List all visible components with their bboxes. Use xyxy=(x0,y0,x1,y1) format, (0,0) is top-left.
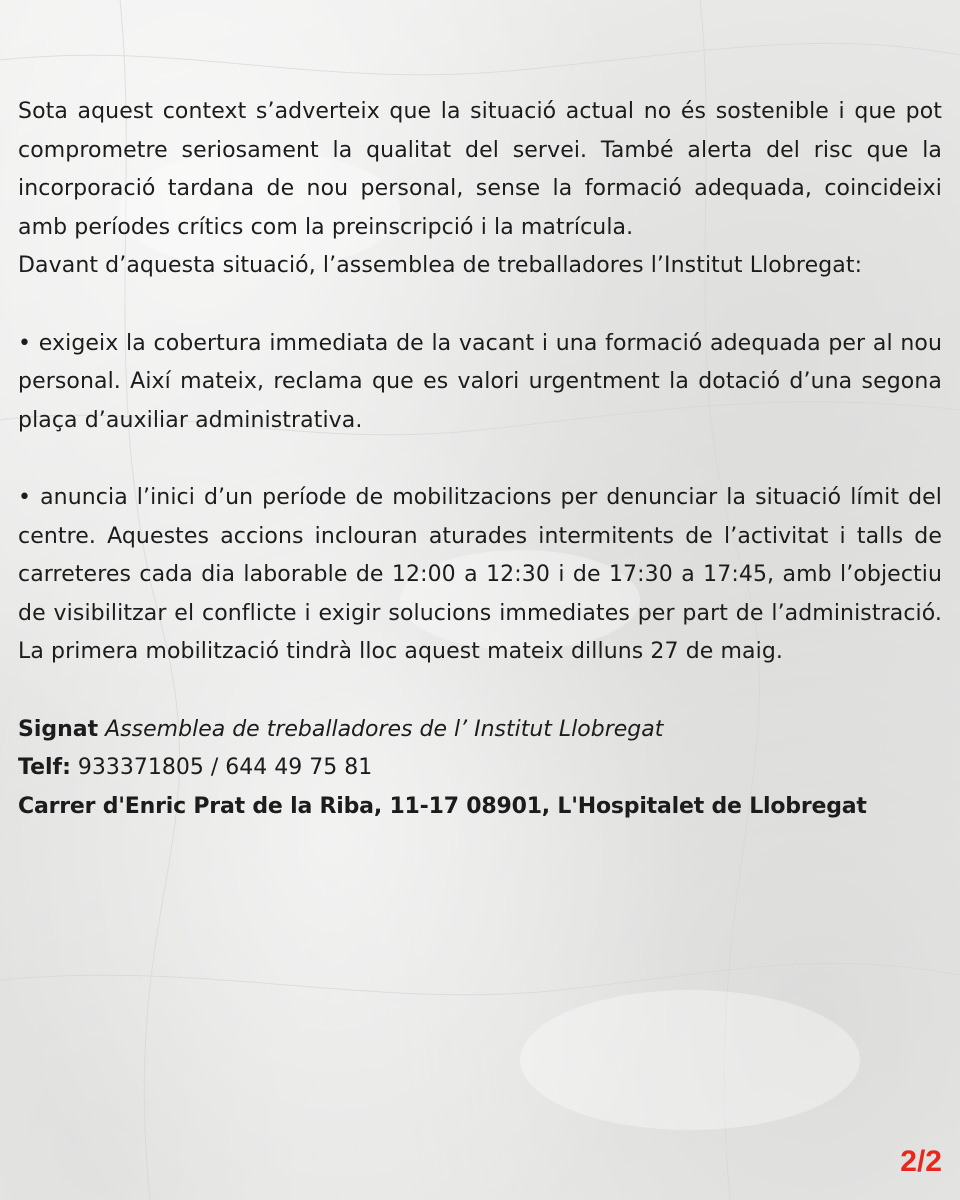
document-body xyxy=(18,93,942,826)
spacer xyxy=(18,440,942,479)
phone-label: Telf: xyxy=(18,755,71,781)
signature-label: Signat xyxy=(18,716,99,742)
paragraph-intro: Davant d’aquesta situació, l’assemblea de treballadores l’Institut Llobregat: xyxy=(18,253,863,279)
bullet-demand: • exigeix la cobertura immediata de la vacant i una formació adequada per al nou personal. Així mateix, reclama que es valori urgentment la dotació d’una segona plaça d’auxiliar administrativa. xyxy=(18,330,942,433)
phone-line xyxy=(18,749,942,788)
spacer xyxy=(18,286,942,325)
paragraph-context: Sota aquest context s’adverteix que la situació actual no és sostenible i que pot comprometre seriosament la qualitat del servei. També alerta del risc que la incorporació tardana de nou personal, sense la formació adequada, coincideixi amb períodes crítics com la preinscripció i la matrícula. xyxy=(18,99,942,240)
signature-line xyxy=(18,711,942,750)
bullet-announcement: • anuncia l’inici d’un període de mobilitzacions per denunciar la situació límit del centre. Aquestes accions inclouran aturades intermitents de l’activitat i talls de carreteres cada dia laborable de 12:00 a 12:30 i de 17:30 a 17:45, amb l’objectiu de visibilitzar el conflicte i exigir solucions immediates per part de l’administració. La primera mobilització tindrà lloc aquest mateix dilluns 27 de maig. xyxy=(18,484,942,665)
phone-value: 933371805 / 644 49 75 81 xyxy=(77,755,373,781)
address-line: Carrer d'Enric Prat de la Riba, 11-17 08901, L'Hospitalet de Llobregat xyxy=(18,793,867,819)
page-number: 2/2 xyxy=(900,1145,942,1178)
spacer xyxy=(18,672,942,711)
signature-value: Assemblea de treballadores de l’ Institut Llobregat xyxy=(105,716,664,742)
